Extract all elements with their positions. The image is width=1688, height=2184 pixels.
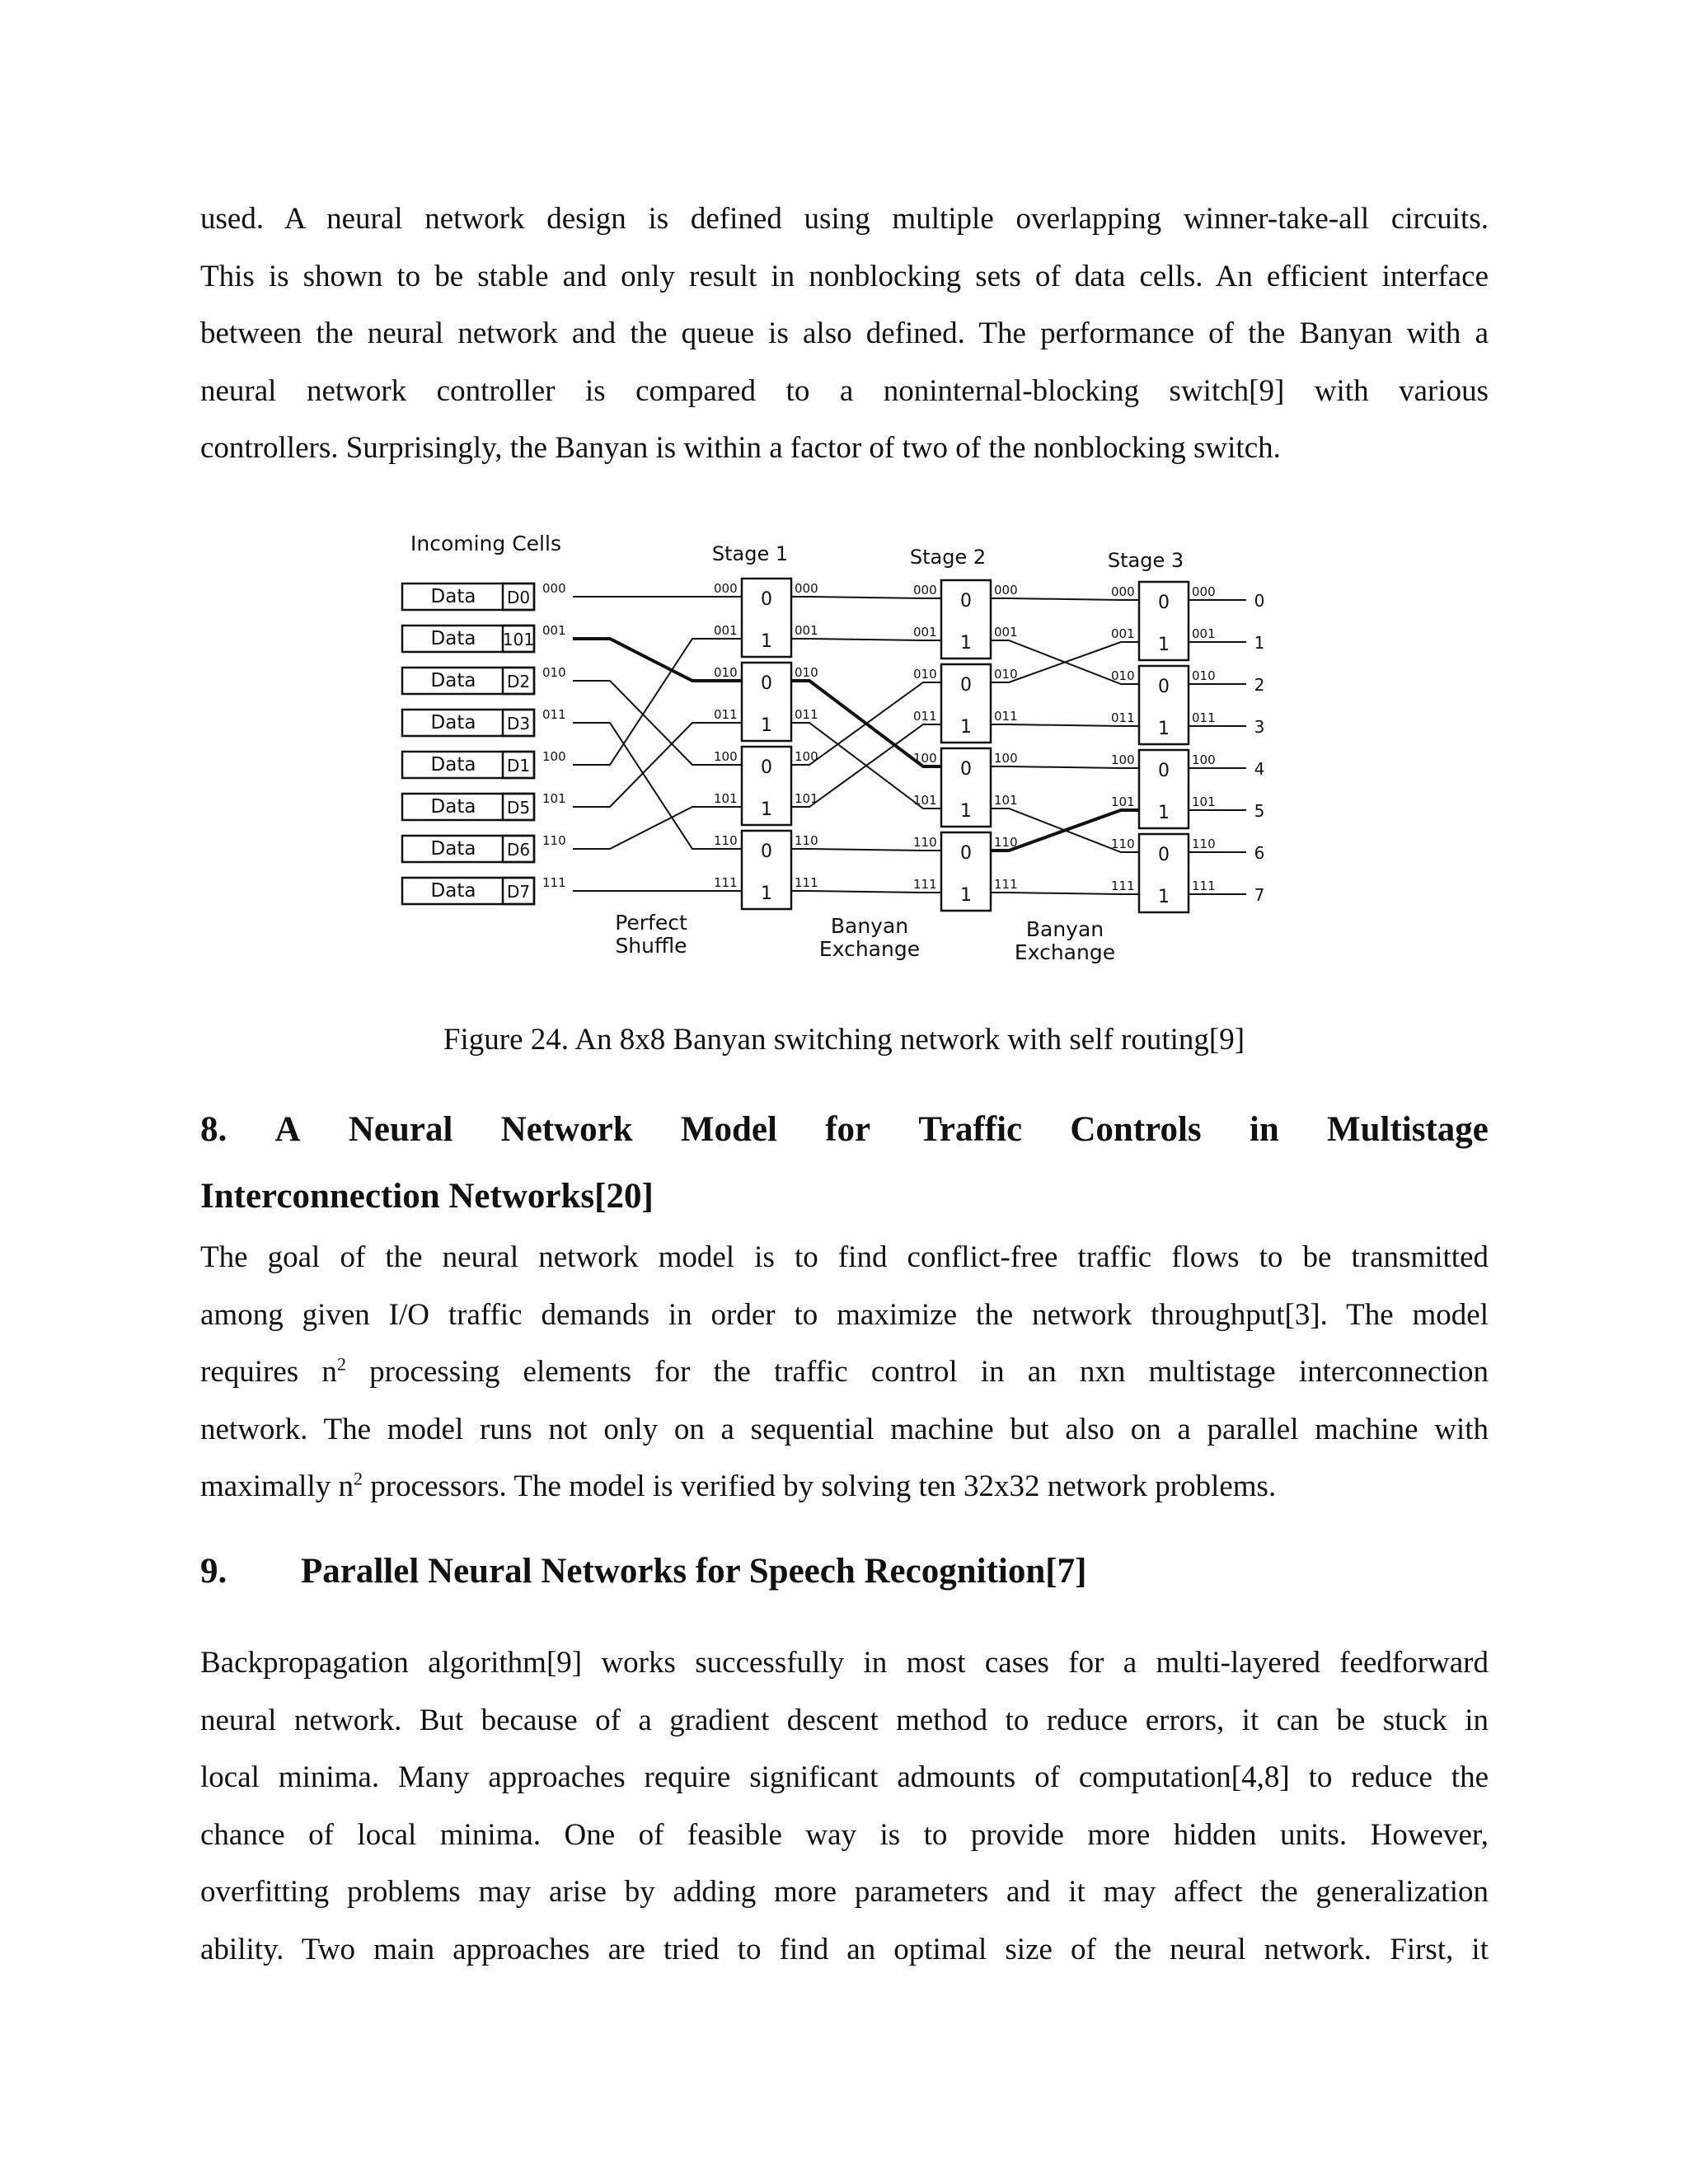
section-8-heading-line1	[200, 1096, 1489, 1163]
port-code-label: 000	[994, 583, 1018, 598]
port-code-label: 111	[994, 877, 1018, 892]
dest-tag-label: D5	[506, 798, 531, 818]
port-code-label: 100	[795, 749, 818, 764]
output-number-label: 6	[1254, 843, 1265, 863]
port-code-label: 100	[542, 749, 566, 764]
text-line: controllers. Surprisingly, the Banyan is within a factor of two of the nonblocking switch.	[200, 431, 1281, 465]
port-code-label: 001	[1192, 626, 1216, 641]
port-code-label: 010	[542, 665, 566, 680]
port-code-label: 110	[795, 833, 818, 848]
banyan-exchange-label: Exchange	[818, 937, 921, 961]
switch-bit-label: 0	[1158, 845, 1170, 865]
text-line: local minima. Many approaches require significant admounts of computation[4,8] to reduce the	[200, 1760, 1489, 1794]
port-code-label: 011	[913, 709, 937, 724]
output-number-label: 5	[1254, 801, 1265, 821]
text-line: requires $n^2$ processing elements for the traffic control in an nxn multistage interconnection	[200, 1353, 1489, 1389]
port-code-label: 110	[994, 835, 1018, 850]
switch-bit-label: 0	[960, 843, 972, 864]
port-code-label: 011	[542, 707, 566, 722]
port-code-label: 101	[795, 791, 818, 806]
output-number-label: 3	[1254, 717, 1265, 737]
port-code-label: 010	[714, 665, 738, 680]
port-code-label: 001	[994, 625, 1018, 640]
port-code-label: 011	[1192, 710, 1216, 725]
dest-tag-label: 101	[502, 630, 535, 649]
stage-label: Stage 3	[1107, 549, 1184, 572]
text-line: neural network controller is compared to a noninternal-blocking switch[9] with various	[200, 373, 1489, 408]
switch-bit-label: 0	[1158, 593, 1170, 613]
switch-bit-label: 1	[761, 799, 772, 820]
port-code-label: 110	[714, 833, 738, 848]
port-code-label: 010	[1192, 668, 1216, 683]
port-code-label: 011	[994, 709, 1018, 724]
switch-bit-label: 0	[1158, 677, 1170, 697]
figure-caption: Figure 24. An 8x8 Banyan switching network with self routing[9]	[443, 1023, 1245, 1057]
switch-bit-label: 0	[1158, 761, 1170, 781]
port-code-label: 101	[1111, 794, 1135, 809]
data-cell-label: Data	[430, 880, 476, 902]
dest-tag-label: D6	[506, 840, 531, 860]
switch-bit-label: 1	[761, 631, 772, 652]
output-number-label: 1	[1254, 633, 1265, 653]
switch-bit-label: 1	[1158, 719, 1170, 739]
output-number-label: 4	[1254, 759, 1265, 779]
port-code-label: 000	[795, 581, 818, 596]
dest-tag-label: D3	[506, 714, 531, 733]
switch-bit-label: 1	[761, 715, 772, 736]
heading-word: Controls	[1070, 1110, 1202, 1149]
shuffle-wire	[573, 723, 742, 849]
text-line: The goal of the neural network model is to find conflict-free traffic flows to be transmitted	[200, 1240, 1489, 1274]
port-code-label: 111	[1192, 879, 1216, 893]
heading-word: A	[274, 1110, 301, 1149]
heading-word: for	[825, 1110, 871, 1149]
switch-bit-label: 0	[761, 757, 772, 778]
section-8-heading-line2: Interconnection Networks[20]	[200, 1177, 654, 1216]
text-line: overfitting problems may arise by adding more parameters and it may affect the generalization	[200, 1875, 1489, 1909]
dest-tag-label: D2	[506, 672, 531, 691]
stage-label: Stage 2	[909, 546, 987, 569]
port-code-label: 111	[913, 877, 937, 892]
switch-bit-label: 1	[960, 633, 972, 654]
port-code-label: 011	[714, 707, 738, 722]
port-code-label: 010	[1111, 668, 1135, 683]
port-code-label: 101	[714, 791, 738, 806]
port-code-label: 001	[795, 623, 818, 638]
heading-word: Multistage	[1327, 1110, 1489, 1149]
port-code-label: 101	[1192, 794, 1216, 809]
text-line: between the neural network and the queue is also defined. The performance of the Banyan with a	[200, 316, 1489, 350]
heading-word: Neural	[348, 1110, 453, 1149]
data-cell-label: Data	[430, 838, 476, 860]
port-code-label: 011	[795, 707, 818, 722]
data-cell-label: Data	[430, 628, 476, 649]
section-number: 8.	[200, 1110, 227, 1149]
perfect-shuffle-label: Perfect	[615, 911, 687, 935]
output-number-label: 2	[1254, 675, 1265, 695]
perfect-shuffle-label: Shuffle	[615, 934, 687, 958]
shuffle-wire	[573, 639, 742, 765]
text-line: used. A neural network design is defined using multiple overlapping winner-take-all circuits.	[200, 202, 1489, 236]
port-code-label: 000	[714, 581, 738, 596]
port-code-label: 010	[913, 667, 937, 682]
banyan-exchange-label: Banyan	[830, 914, 909, 938]
port-code-label: 111	[795, 875, 818, 890]
port-code-label: 100	[913, 751, 937, 766]
switch-bit-label: 0	[960, 675, 972, 696]
paragraph-top	[200, 190, 1489, 477]
port-code-label: 101	[542, 791, 566, 806]
incoming-cells-label: Incoming Cells	[410, 532, 561, 555]
port-code-label: 001	[714, 623, 738, 638]
heading-word: Traffic	[918, 1110, 1023, 1149]
switch-bit-label: 1	[960, 885, 972, 906]
heading-word: Model	[680, 1110, 777, 1149]
text-line: neural network. But because of a gradient descent method to reduce errors, it can be stuck in	[200, 1703, 1489, 1737]
port-code-label: 101	[913, 793, 937, 808]
switch-bit-label: 0	[960, 759, 972, 780]
text-line: ability. Two main approaches are tried to find an optimal size of the neural network. First, it	[200, 1932, 1489, 1966]
port-code-label: 000	[1192, 584, 1216, 599]
text-line: chance of local minima. One of feasible way is to provide more hidden units. However,	[200, 1817, 1489, 1852]
data-cell-label: Data	[430, 670, 476, 691]
dest-tag-label: D0	[506, 588, 531, 607]
port-code-label: 111	[714, 875, 738, 890]
port-code-label: 111	[542, 875, 566, 890]
port-code-label: 110	[1192, 837, 1216, 851]
data-cell-label: Data	[430, 586, 476, 607]
section-8-heading	[200, 1096, 1489, 1230]
text-line: network. The model runs not only on a sequential machine but also on a parallel machine with	[200, 1412, 1489, 1446]
port-code-label: 110	[542, 833, 566, 848]
switch-bit-label: 1	[761, 883, 772, 904]
text-line: This is shown to be stable and only result in nonblocking sets of data cells. An efficient interface	[200, 259, 1489, 293]
port-code-label: 100	[994, 751, 1018, 766]
switch-bit-label: 1	[960, 801, 972, 822]
banyan-exchange-label: Banyan	[1025, 917, 1104, 941]
port-code-label: 111	[1111, 879, 1135, 893]
text-line: among given I/O traffic demands in order to maximize the network throughput[3]. The model	[200, 1297, 1489, 1332]
port-code-label: 000	[913, 583, 937, 598]
port-code-label: 100	[1192, 752, 1216, 767]
port-code-label: 001	[542, 623, 566, 638]
heading-word: Network	[500, 1110, 633, 1149]
switch-bit-label: 0	[761, 589, 772, 610]
port-code-label: 001	[913, 625, 937, 640]
section-9-heading	[200, 1547, 1489, 1596]
port-code-label: 000	[542, 581, 566, 596]
port-code-label: 110	[913, 835, 937, 850]
section-title: Parallel Neural Networks for Speech Recognition[7]	[301, 1552, 1087, 1591]
banyan-diagram	[396, 527, 1302, 972]
switch-bit-label: 1	[1158, 887, 1170, 907]
data-cell-label: Data	[430, 712, 476, 733]
section-number: 9.	[200, 1552, 227, 1591]
stage-label: Stage 1	[711, 542, 789, 565]
switch-bit-label: 0	[761, 841, 772, 862]
section-9-body	[200, 1634, 1489, 1978]
switch-bit-label: 0	[761, 673, 772, 694]
switch-bit-label: 1	[960, 717, 972, 738]
heading-word: in	[1249, 1110, 1279, 1149]
output-number-label: 0	[1254, 591, 1265, 611]
data-cell-label: Data	[430, 754, 476, 776]
switch-bit-label: 1	[1158, 635, 1170, 655]
port-code-label: 010	[994, 667, 1018, 682]
text-line: Backpropagation algorithm[9] works successfully in most cases for a multi-layered feedforward	[200, 1646, 1489, 1680]
dest-tag-label: D1	[506, 756, 531, 776]
port-code-label: 010	[795, 665, 818, 680]
port-code-label: 001	[1111, 626, 1135, 641]
port-code-label: 100	[714, 749, 738, 764]
banyan-exchange-label: Exchange	[1014, 940, 1116, 964]
port-code-label: 100	[1111, 752, 1135, 767]
switch-bit-label: 0	[960, 591, 972, 612]
dest-tag-label: D7	[506, 882, 531, 902]
section-8-body	[200, 1229, 1489, 1516]
port-code-label: 101	[994, 793, 1018, 808]
port-code-label: 011	[1111, 710, 1135, 725]
output-number-label: 7	[1254, 885, 1265, 905]
switch-bit-label: 1	[1158, 803, 1170, 823]
text-line: maximally $n^2$ processors. The model is verified by solving ten 32x32 network problems.	[200, 1468, 1277, 1503]
port-code-label: 000	[1111, 584, 1135, 599]
port-code-label: 110	[1111, 837, 1135, 851]
banyan-network-figure	[396, 527, 1302, 972]
data-cell-label: Data	[430, 796, 476, 818]
